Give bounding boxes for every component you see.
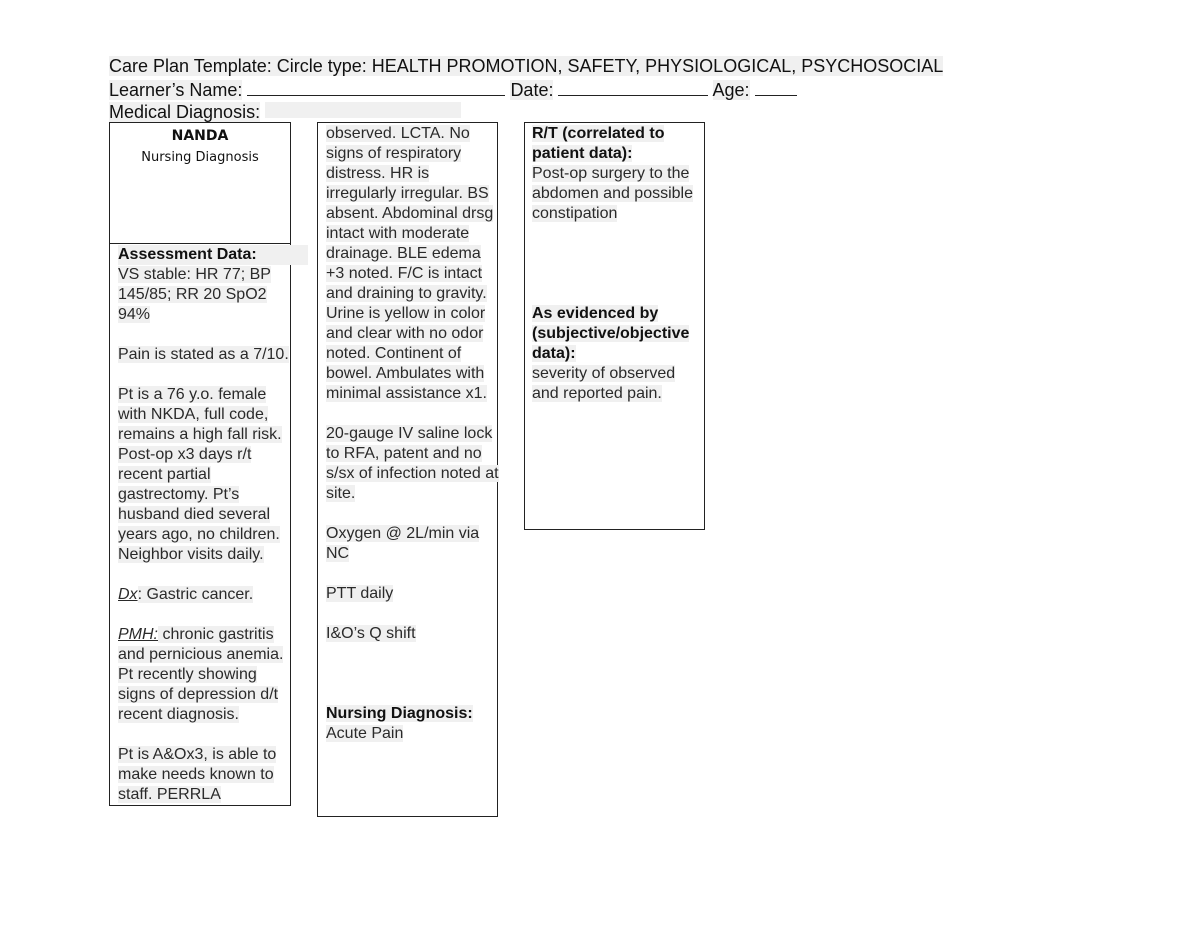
nanda-title: NANDA	[171, 128, 229, 144]
orientation-line: staff. PERRLA	[118, 786, 221, 803]
rt-label-line: patient data):	[532, 145, 633, 162]
orientation-line: make needs known to	[118, 766, 274, 783]
oxygen-line: NC	[326, 545, 350, 562]
learner-name-label: Learner’s Name:	[109, 80, 243, 100]
aeb-label	[532, 304, 710, 364]
aeb-value-line: severity of observed	[532, 365, 676, 382]
observation-line: +3 noted. F/C is intact	[326, 265, 483, 282]
observation-line: and draining to gravity.	[326, 285, 487, 302]
pmh-line: and pernicious anemia.	[118, 646, 284, 663]
medical-diagnosis-field[interactable]	[265, 102, 461, 118]
observation-line: signs of respiratory	[326, 145, 462, 162]
age-label: Age:	[712, 80, 750, 100]
pain-statement: Pain is stated as a 7/10.	[118, 346, 289, 363]
observation-line: distress. HR is	[326, 165, 430, 182]
assessment-data	[118, 245, 308, 805]
nursing-diagnosis-label	[326, 704, 516, 724]
nursing-diagnosis-value: Acute Pain	[326, 725, 404, 742]
history-line: with NKDA, full code,	[118, 406, 269, 423]
history-line: years ago, no children.	[118, 526, 280, 543]
dx-line	[118, 585, 308, 605]
date-label: Date:	[510, 80, 554, 100]
dx-label: Dx	[118, 586, 138, 603]
pmh-line: recent diagnosis.	[118, 706, 239, 723]
pmh-block	[118, 625, 308, 725]
date-field[interactable]	[558, 79, 708, 96]
medical-diagnosis-label: Medical Diagnosis:	[109, 102, 261, 122]
observation-line: intact with moderate	[326, 225, 470, 242]
learner-info-line	[109, 79, 797, 101]
aeb-label-line: As evidenced by	[532, 305, 659, 322]
medical-diagnosis-line	[109, 102, 461, 123]
continued-assessment	[326, 124, 516, 744]
observation-line: noted. Continent of	[326, 345, 462, 362]
aeb-value-line: and reported pain.	[532, 385, 662, 402]
iv-block	[326, 424, 516, 504]
vitals-line: VS stable: HR 77; BP	[118, 266, 271, 283]
pmh-line: Pt recently showing	[118, 666, 257, 683]
vitals-line: 145/85; RR 20 SpO2	[118, 286, 267, 303]
aeb-label-line: data):	[532, 345, 576, 362]
rt-label	[532, 124, 710, 164]
oxygen-line: Oxygen @ 2L/min via	[326, 525, 480, 542]
care-plan-title	[109, 56, 943, 77]
observations-block	[326, 124, 516, 404]
iv-line: site.	[326, 485, 356, 502]
history-block	[118, 385, 308, 565]
history-line: remains a high fall risk.	[118, 426, 282, 443]
history-line: recent partial	[118, 466, 211, 483]
pmh-line: signs of depression d/t	[118, 686, 279, 703]
related-to-content	[532, 124, 710, 404]
assessment-label: Assessment Data:	[118, 245, 308, 265]
history-line: Neighbor visits daily.	[118, 546, 264, 563]
learner-name-field[interactable]	[247, 79, 505, 96]
rt-value-line: Post-op surgery to the	[532, 165, 690, 182]
rt-label-line: R/T (correlated to	[532, 125, 665, 142]
history-line: Post-op x3 days r/t	[118, 446, 252, 463]
age-field[interactable]	[755, 79, 797, 96]
nanda-subtitle: Nursing Diagnosis	[141, 150, 259, 165]
observation-line: drainage. BLE edema	[326, 245, 481, 262]
nursing-diagnosis-label-text: Nursing Diagnosis:	[326, 705, 473, 722]
pmh-label: PMH:	[118, 626, 158, 643]
io-order: I&O’s Q shift	[326, 625, 416, 642]
aeb-value	[532, 364, 710, 404]
care-plan-type-line: Care Plan Template: Circle type: HEALTH PROMOTION, SAFETY, PHYSIOLOGICAL, PSYCHOSOCIAL	[109, 56, 944, 76]
vitals-block	[118, 265, 308, 325]
iv-line: 20-gauge IV saline lock	[326, 425, 493, 442]
oxygen-block	[326, 524, 516, 564]
observation-line: absent. Abdominal drsg	[326, 205, 494, 222]
ptt-order: PTT daily	[326, 585, 394, 602]
iv-line: s/sx of infection noted at	[326, 465, 499, 482]
observation-line: bowel. Ambulates with	[326, 365, 485, 382]
vitals-line: 94%	[118, 306, 151, 323]
observation-line: and clear with no odor	[326, 325, 484, 342]
observation-line: Urine is yellow in color	[326, 305, 486, 322]
history-line: Pt is a 76 y.o. female	[118, 386, 267, 403]
history-line: gastrectomy. Pt’s	[118, 486, 240, 503]
dx-value: : Gastric cancer.	[137, 586, 254, 603]
observation-line: observed. LCTA. No	[326, 125, 470, 142]
history-line: husband died several	[118, 506, 271, 523]
aeb-label-line: (subjective/objective	[532, 325, 690, 342]
rt-value-line: constipation	[532, 205, 618, 222]
rt-value	[532, 164, 710, 224]
pmh-line: chronic gastritis	[158, 626, 274, 643]
rt-value-line: abdomen and possible	[532, 185, 694, 202]
observation-line: minimal assistance x1.	[326, 385, 487, 402]
orientation-block	[118, 745, 308, 805]
observation-line: irregularly irregular. BS	[326, 185, 489, 202]
nanda-box	[109, 122, 291, 244]
iv-line: to RFA, patent and no	[326, 445, 482, 462]
orientation-line: Pt is A&Ox3, is able to	[118, 746, 277, 763]
